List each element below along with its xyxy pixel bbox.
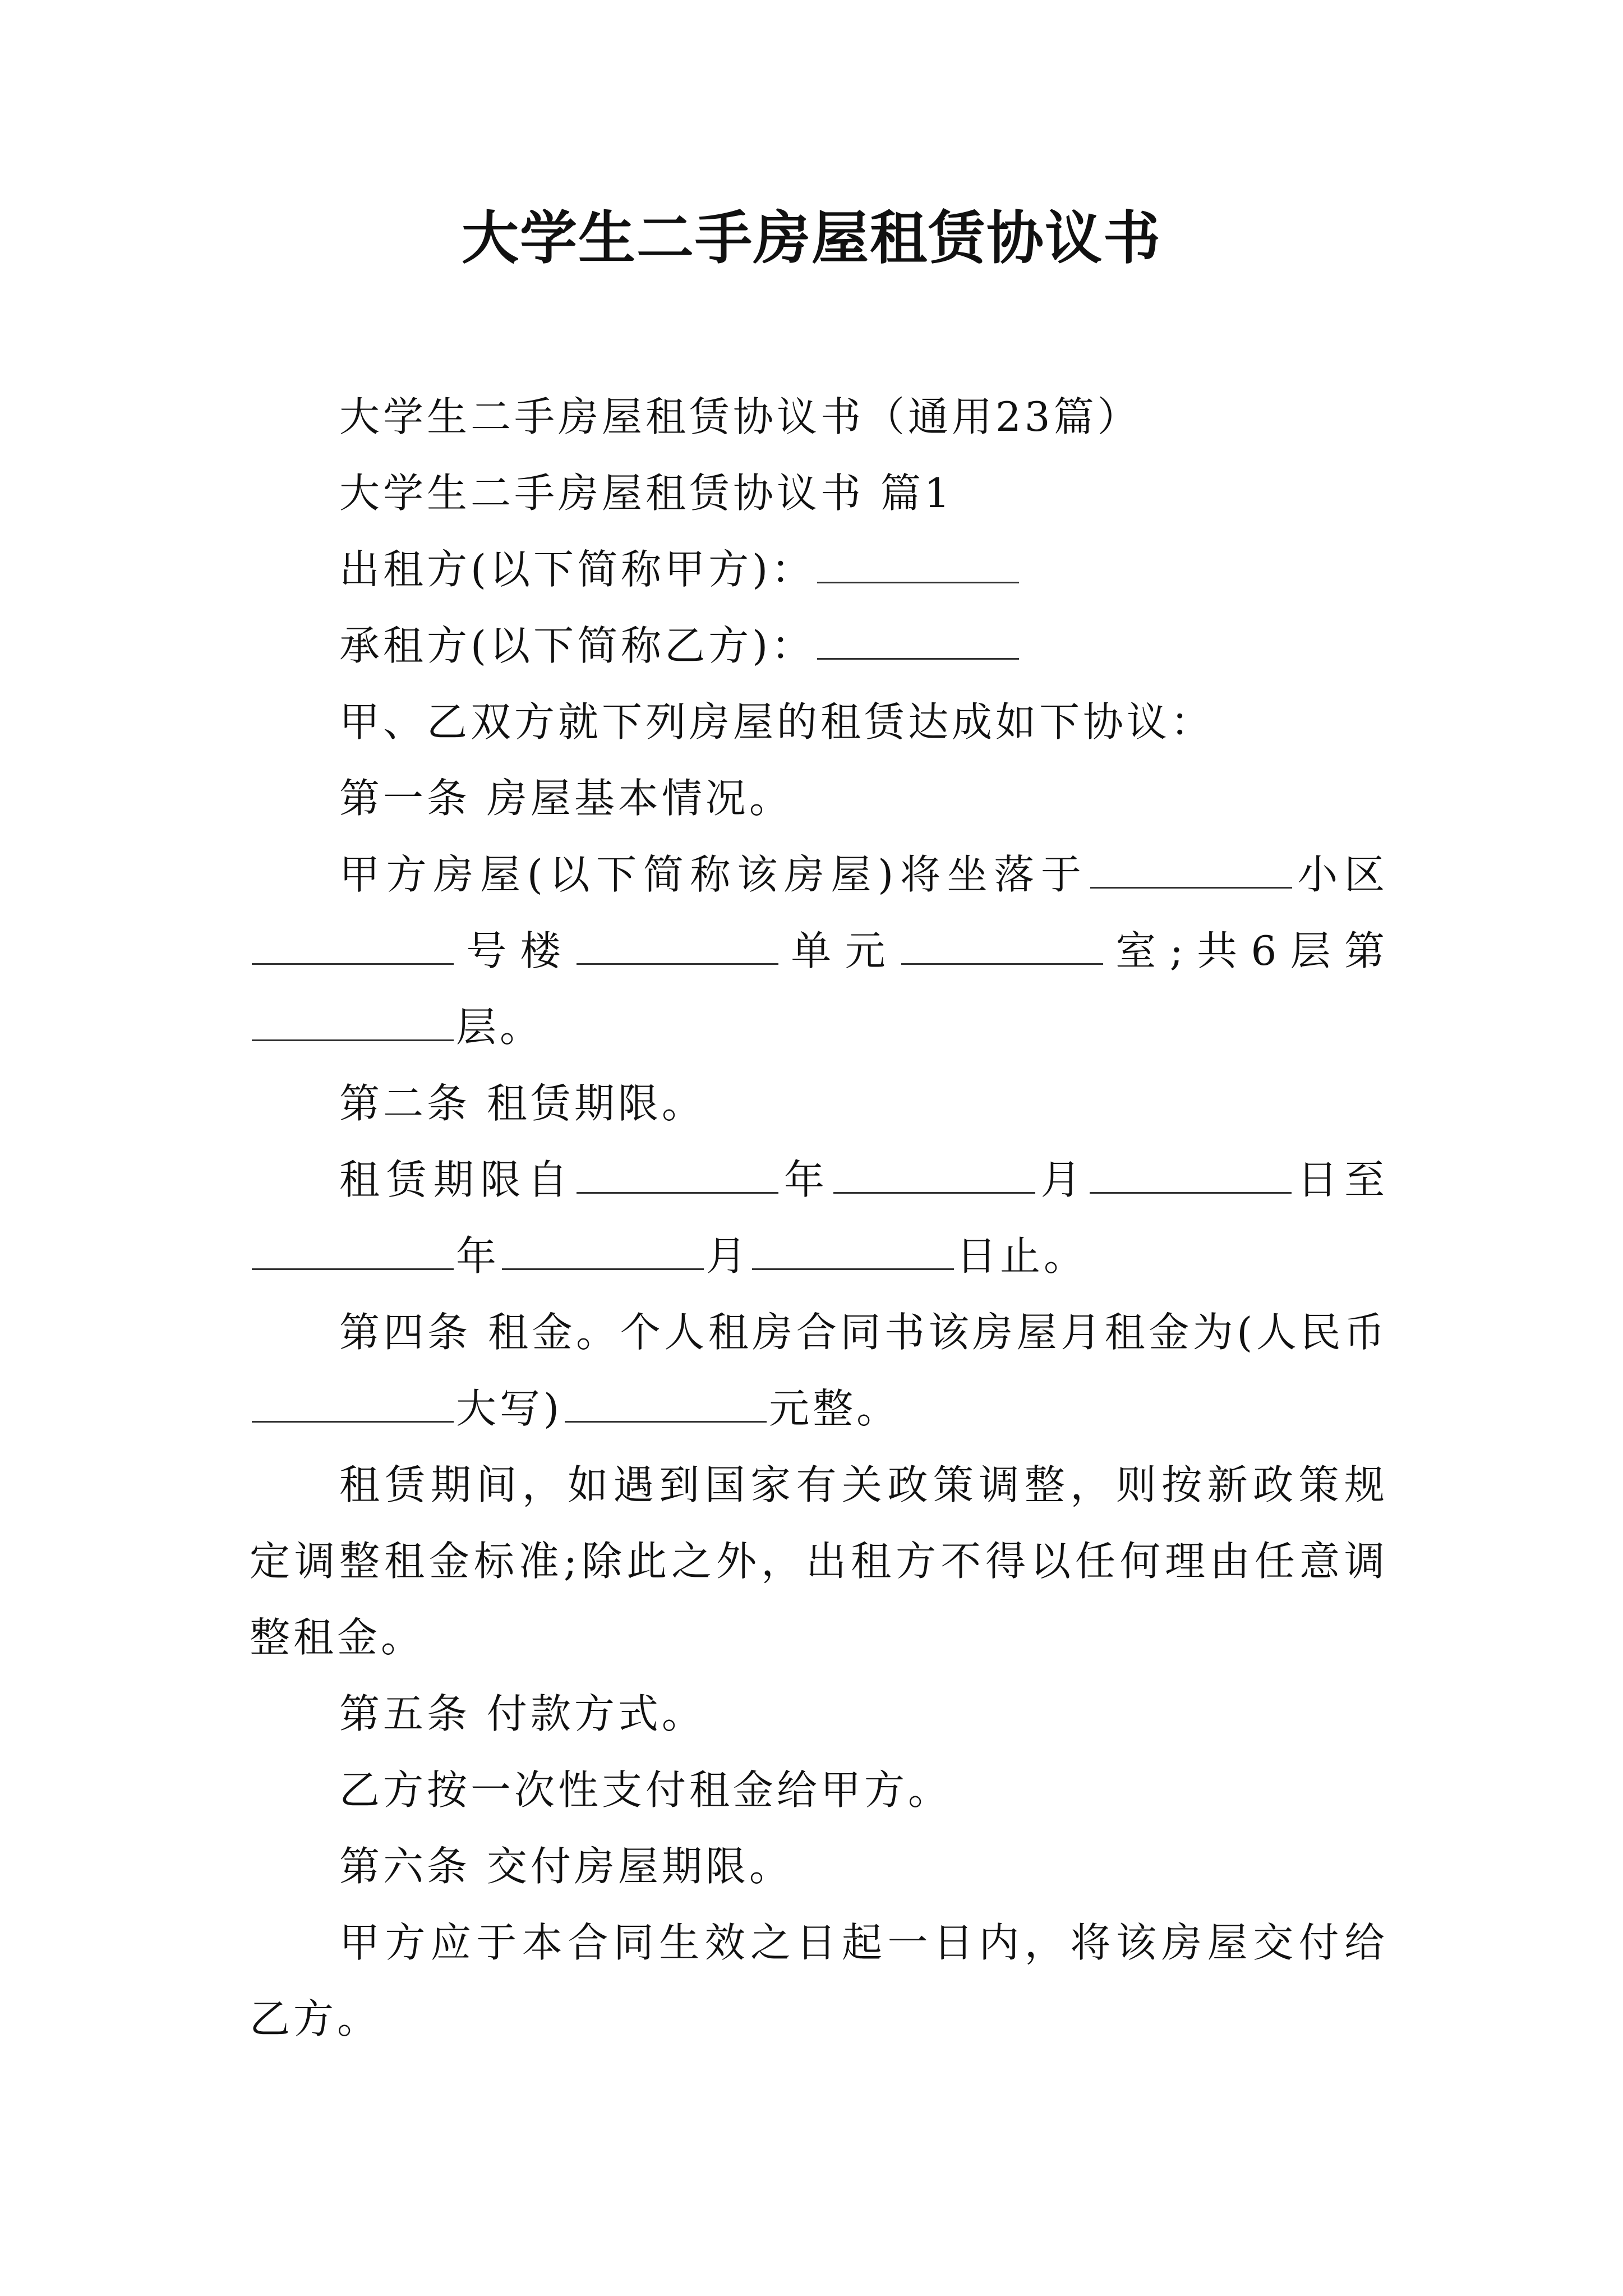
fill-blank [577,1191,778,1194]
fill-blank [1090,886,1292,889]
text-segment: 号楼 [456,927,574,974]
rent-paragraph [250,1294,1388,1447]
text-segment: 租赁期限自 [339,1156,575,1203]
fill-blank [817,657,1019,660]
subtitle-paragraph: 大学生二手房屋租赁协议书（通用23篇） [339,393,1141,440]
text-segment: 甲方房屋(以下简称该房屋)将坐落于 [339,851,1088,898]
lessee-line [250,608,1388,684]
text-segment: 室;共6层第 [1105,927,1388,974]
text-segment: 单元 [780,927,899,974]
text-segment: 月 [706,1232,750,1280]
rent-adjustment-paragraph: 租赁期间，如遇到国家有关政策调整，则按新政策规定调整租金标准;除此之外，出租方不得以任何理由任意调整租金。 [250,1461,1388,1661]
text-segment: 层。 [456,1004,544,1051]
text-segment: 大写) [456,1385,563,1432]
article-2-heading: 第二条 租赁期限。 [339,1080,706,1127]
text-segment: 年 [456,1232,500,1280]
fill-blank [1090,1191,1292,1194]
fill-blank [252,1268,454,1270]
fill-blank [502,1268,704,1270]
document-title: 大学生二手房屋租赁协议书 [462,205,1161,272]
fill-blank [833,1191,1035,1194]
fill-blank [565,1420,767,1423]
text-segment: 元整。 [769,1385,901,1432]
text-segment: 小区 [1294,851,1388,898]
lessor-label: 出租方(以下简称甲方)： [339,546,815,593]
section-heading: 大学生二手房屋租赁协议书 篇1 [339,470,953,517]
property-location-paragraph [250,836,1388,1065]
fill-blank [252,1420,454,1423]
fill-blank [752,1268,954,1270]
text-segment: 月 [1037,1156,1088,1203]
fill-blank [817,581,1019,583]
fill-blank [252,1039,454,1041]
lessor-line [250,531,1388,608]
text-segment: 年 [781,1156,831,1203]
fill-blank [901,963,1103,965]
article-5-heading: 第五条 付款方式。 [339,1690,706,1737]
lease-term-paragraph [250,1142,1388,1294]
fill-blank [252,963,454,965]
lessee-label: 承租方(以下简称乙方)： [339,622,815,669]
text-segment: 第四条 租金。个人租房合同书该房屋月租金为(人民币 [339,1309,1388,1356]
payment-method-paragraph: 乙方按一次性支付租金给甲方。 [339,1766,952,1814]
document-body [250,379,1388,2057]
text-segment: 日止。 [956,1232,1088,1280]
delivery-paragraph: 甲方应于本合同生效之日起一日内，将该房屋交付给乙方。 [250,1919,1388,2042]
article-1-heading: 第一条 房屋基本情况。 [339,775,793,822]
fill-blank [577,963,778,965]
agreement-intro: 甲、乙双方就下列房屋的租赁达成如下协议： [339,698,1215,746]
text-segment: 日至 [1294,1156,1388,1203]
article-6-heading: 第六条 交付房屋期限。 [339,1843,793,1890]
